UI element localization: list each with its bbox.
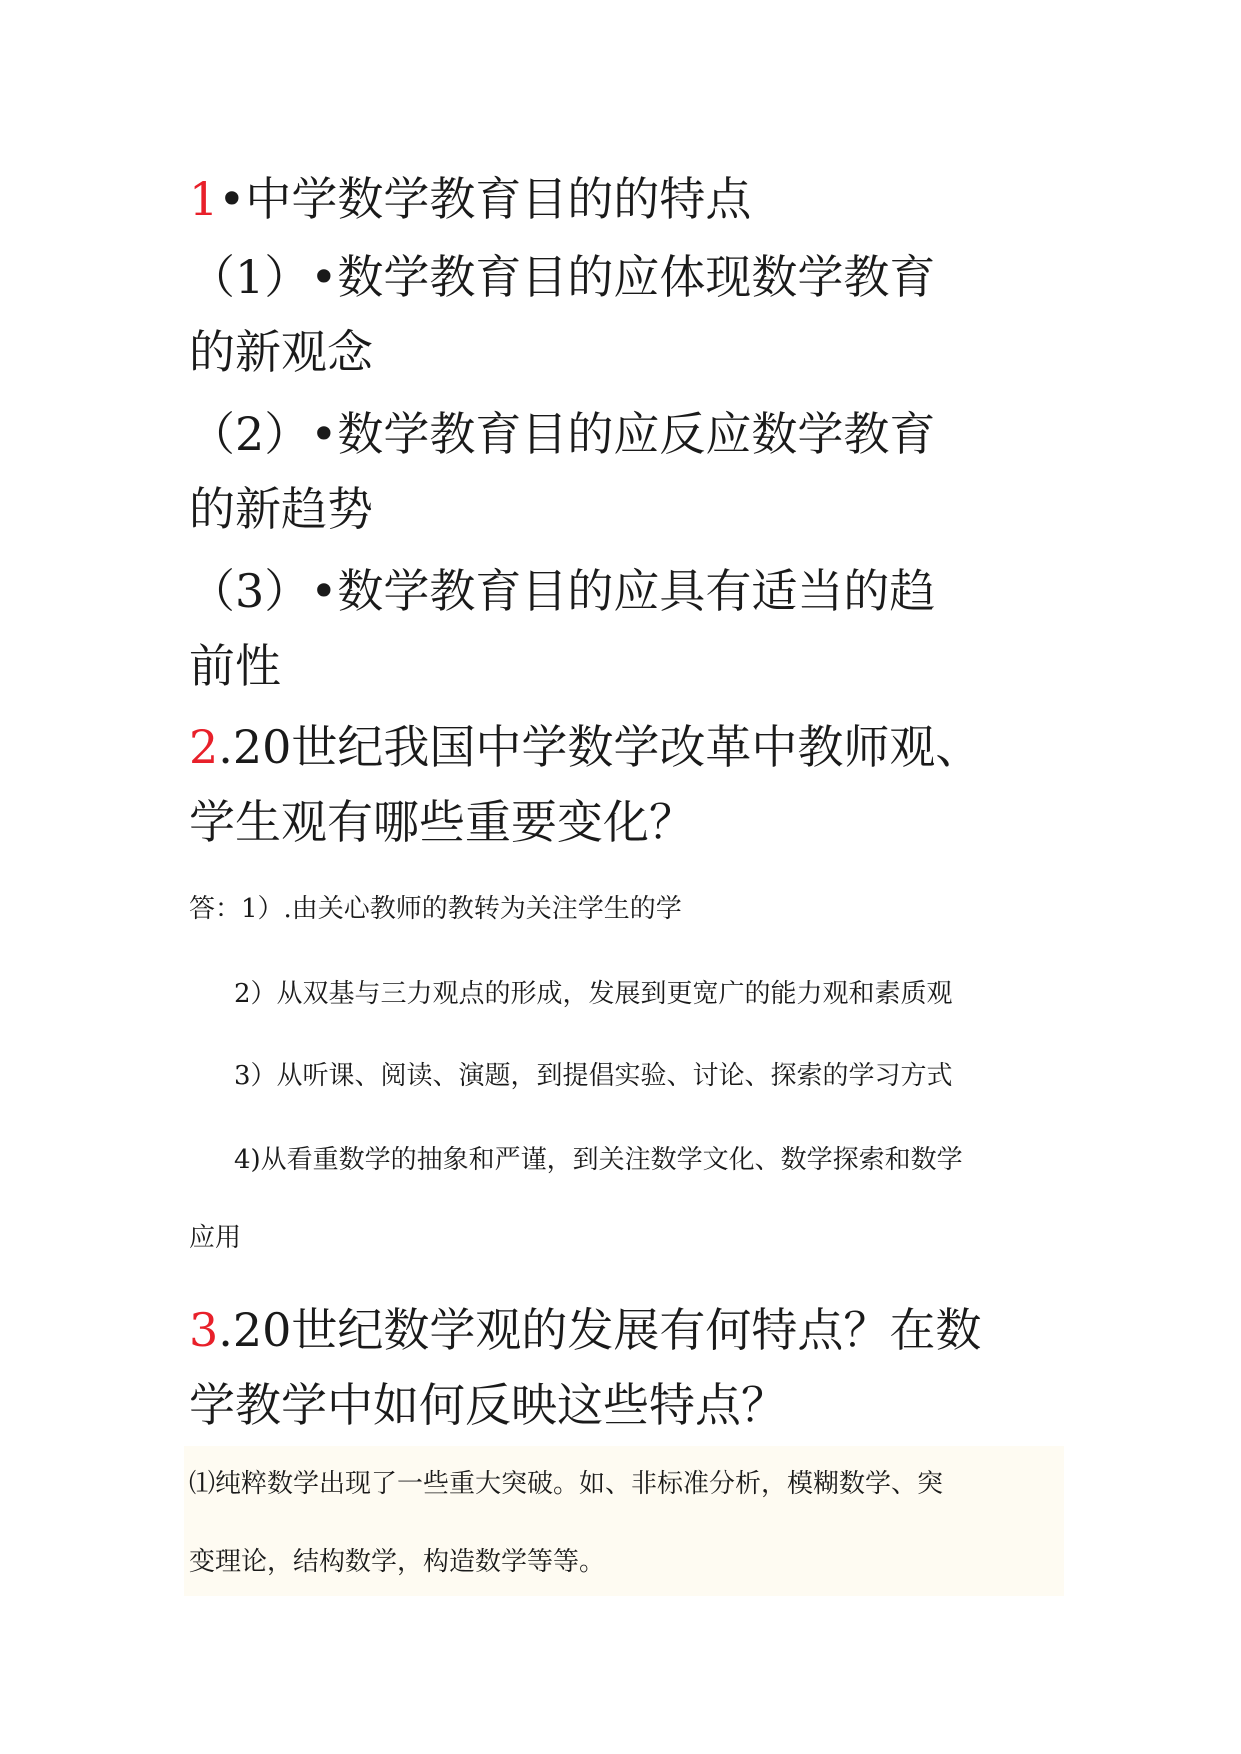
section2-answer-4-cont: 应用 — [189, 1223, 242, 1253]
section1-number: 1 — [189, 172, 219, 226]
section3-heading-line1 — [189, 1293, 1069, 1367]
section1-title: •中学数学教育目的的特点 — [218, 172, 752, 226]
section1-item3-line1: （3）•数学教育目的应具有适当的趋 — [189, 564, 936, 618]
section3-answer-line1: ⑴纯粹数学出现了一些重大突破。如、非标准分析，模糊数学、突 — [189, 1469, 944, 1499]
section3-title-line1: .20世纪数学观的发展有何特点？在数 — [218, 1303, 982, 1357]
section1-item2-line1: （2）•数学教育目的应反应数学教育 — [189, 407, 936, 461]
section2-answer-2: 2）从双基与三力观点的形成，发展到更宽广的能力观和素质观 — [234, 979, 953, 1009]
section2-answer-3: 3）从听课、阅读、演题，到提倡实验、讨论、探索的学习方式 — [234, 1061, 953, 1091]
section1-item3-line2: 前性 — [189, 639, 281, 693]
section2-number: 2 — [189, 720, 219, 774]
section2-answer-1: 答：1）.由关心教师的教转为关注学生的学 — [189, 894, 682, 924]
section3-answer-line2: 变理论，结构数学，构造数学等等。 — [189, 1547, 606, 1577]
section2-title-line1: .20世纪我国中学数学改革中教师观、 — [218, 720, 982, 774]
section1-heading — [189, 162, 1069, 236]
section2-heading-line1 — [189, 710, 1069, 784]
section1-item2-line2: 的新趋势 — [189, 482, 373, 536]
section2-title-line2: 学生观有哪些重要变化？ — [189, 795, 695, 849]
section3-number: 3 — [189, 1303, 219, 1357]
section3-title-line2: 学教学中如何反映这些特点？ — [189, 1378, 787, 1432]
section1-item1-line2: 的新观念 — [189, 325, 373, 379]
section2-answer-4: 4)从看重数学的抽象和严谨，到关注数学文化、数学探索和数学 — [234, 1145, 963, 1175]
section1-item1-line1: （1）•数学教育目的应体现数学教育 — [189, 250, 936, 304]
